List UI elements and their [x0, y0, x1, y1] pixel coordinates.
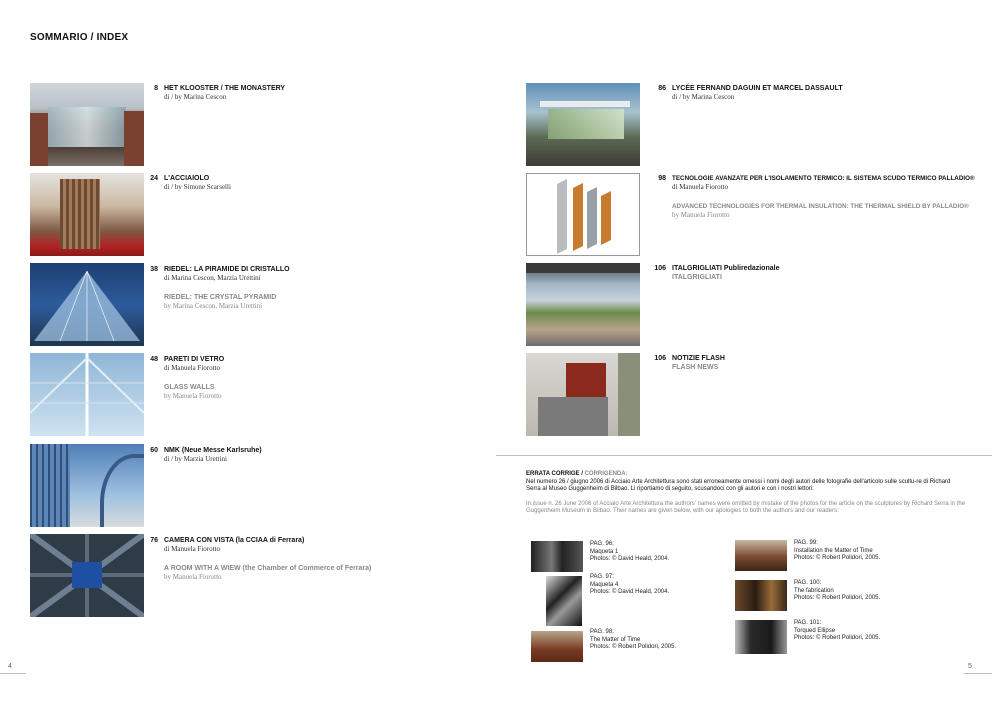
photo-credit-text: Photos: © David Heald, 2004. [590, 556, 670, 562]
photo-credit [590, 574, 669, 597]
photo-page: PAG. 99: [794, 540, 818, 546]
entry-subtitle: ITALGRIGLIATI [672, 274, 722, 281]
entry-author: di / by Marzia Urettini [164, 455, 227, 463]
entry-page-number: 24 [150, 175, 158, 182]
entry-english-author: by Manuela Fiorotto [164, 392, 222, 400]
entry-title: TECNOLOGIE AVANZATE PER L'ISOLAMENTO TERMICO: IL SISTEMA SCUDO TERMICO PALLADIO® [672, 175, 975, 182]
entry-title: HET KLOOSTER / THE MONASTERY [164, 85, 286, 92]
entry-page-number: 98 [658, 175, 666, 182]
left-page-rule [0, 673, 26, 674]
errata-label-grey: CORRIGENDA: [584, 471, 628, 477]
entry-english-title: GLASS WALLS [164, 384, 215, 391]
window-profile-shape [527, 174, 639, 255]
entry-author: di Manuela Fiorotto [672, 183, 728, 191]
nmk-photo [30, 444, 144, 527]
entry-title: NMK (Neue Messe Karlsruhe) [164, 447, 262, 454]
room-view-photo [30, 534, 144, 617]
errata-italian-text: Nel numero 26 / giugno 2006 di Acciaio Arte Architettura sono stati erroneamente omessi i nomi degli autori delle fotografie dell'articolo sulle scultu-re di Richard Serra al Museo Guggenheim di Bilbao. Li riportiamo di seguito, scusandoci con gli autori e con i nostri lettori: [526, 478, 951, 492]
errata-block [526, 471, 966, 516]
photo-title: The fabrication [794, 587, 834, 594]
entry-title: ITALGRIGLIATI Publiredazionale [672, 265, 780, 272]
photo-page: PAG. 101: [794, 620, 822, 626]
photo-page: PAG. 97: [590, 574, 614, 580]
photo-credit-text: Photos: © David Heald, 2004. [590, 589, 670, 595]
entry-title: CAMERA CON VISTA (la CCIAA di Ferrara) [164, 537, 305, 544]
crystal-pyramid-photo [30, 263, 144, 346]
installation-photo [735, 540, 787, 571]
window-frame-shape [30, 534, 144, 617]
entry-page-number: 38 [150, 266, 158, 273]
entry-author: di / by Marina Cescon [672, 93, 735, 101]
photo-title: Maqueta 4 [590, 581, 619, 588]
photo-credit [794, 540, 880, 563]
monastery-photo [30, 83, 144, 166]
entry-author: di Marina Cescon, Marzia Urettini [164, 274, 261, 282]
photo-title: Maqueta 1 [590, 548, 619, 555]
entry-english-title: A ROOM WITH A WIEW (the Chamber of Commerce of Ferrara) [164, 565, 372, 572]
photo-page: PAG. 98: [590, 629, 614, 635]
photo-credit-text: Photos: © Robert Polidori, 2005. [590, 644, 677, 650]
entry-author: di Manuela Fiorotto [164, 545, 220, 553]
photo-credit [590, 541, 669, 564]
photo-credit-text: Photos: © Robert Polidori, 2005. [794, 595, 881, 601]
entry-title: L'ACCIAIOLO [164, 175, 210, 182]
fabrication-photo [735, 580, 787, 611]
matter-of-time-photo [531, 631, 583, 662]
acciaiolo-photo [30, 173, 144, 256]
entry-page-number: 106 [654, 265, 666, 272]
photo-title: Torqued Ellipse [794, 627, 836, 634]
entry-english-author: by Manuela Fiorotto [164, 573, 222, 581]
entry-title: NOTIZIE FLASH [672, 355, 725, 362]
lycee-photo [526, 83, 640, 166]
pyramid-shape [30, 263, 144, 346]
photo-title: The Matter of Time [590, 636, 641, 643]
left-page-number: 4 [8, 663, 12, 670]
entry-page-number: 8 [154, 85, 158, 92]
entry-page-number: 60 [150, 447, 158, 454]
entry-author: di Manuela Fiorotto [164, 364, 220, 372]
entry-english-title: ADVANCED TECHNOLOGIES FOR THERMAL INSULATION: THE THERMAL SHIELD BY PALLADIO® [672, 203, 969, 210]
entry-page-number: 86 [658, 85, 666, 92]
glass-roof-shape [30, 353, 144, 436]
entry-title: RIEDEL: LA PIRAMIDE DI CRISTALLO [164, 266, 290, 273]
entry-author: di / by Simone Scarselli [164, 183, 231, 191]
entry-page-number: 48 [150, 356, 158, 363]
entry-english-title: RIEDEL: THE CRYSTAL PYRAMID [164, 294, 277, 301]
photo-page: PAG. 100: [794, 580, 822, 586]
page-title: SOMMARIO / INDEX [30, 32, 129, 43]
right-page-number: 5 [968, 663, 972, 670]
glass-walls-photo [30, 353, 144, 436]
errata-label: ERRATA CORRIGE / [526, 471, 585, 477]
maqueta-4-photo [546, 576, 582, 626]
photo-credit [590, 629, 676, 652]
thermal-shield-photo [526, 173, 640, 256]
photo-credit [794, 620, 880, 643]
entry-page-number: 76 [150, 537, 158, 544]
entry-title: PARETI DI VETRO [164, 356, 225, 363]
photo-page: PAG. 96: [590, 541, 614, 547]
photo-credit-text: Photos: © Robert Polidori, 2005. [794, 555, 881, 561]
right-page-rule [964, 673, 992, 674]
entry-english-author: by Manuela Fiorotto [672, 211, 730, 219]
photo-credit-text: Photos: © Robert Polidori, 2005. [794, 635, 881, 641]
maqueta-1-photo [531, 541, 583, 572]
entry-english-author: by Marina Cescon, Marzia Urettini [164, 302, 263, 310]
errata-english-text: In issue n. 26 June 2006 of Acciaio Arte Architettura the authors' names were omitted by mistake of the photos for the article on the sculptures by Richard Serra in the Guggenheim Museum in Bilbao. Their names are given below, with our apologies to both the authors and our readers: [526, 500, 966, 514]
entry-subtitle: FLASH NEWS [672, 364, 719, 371]
italgrigliati-photo [526, 263, 640, 346]
flash-news-photo [526, 353, 640, 436]
section-divider [496, 455, 992, 456]
entry-page-number: 106 [654, 355, 666, 362]
photo-credit [794, 580, 880, 603]
photo-title: Installation the Matter of Time [794, 547, 873, 554]
entry-author: di / by Marina Cescon [164, 93, 227, 101]
torqued-ellipse-photo [735, 620, 787, 654]
entry-title: LYCÉE FERNAND DAGUIN ET MARCEL DASSAULT [672, 85, 843, 92]
